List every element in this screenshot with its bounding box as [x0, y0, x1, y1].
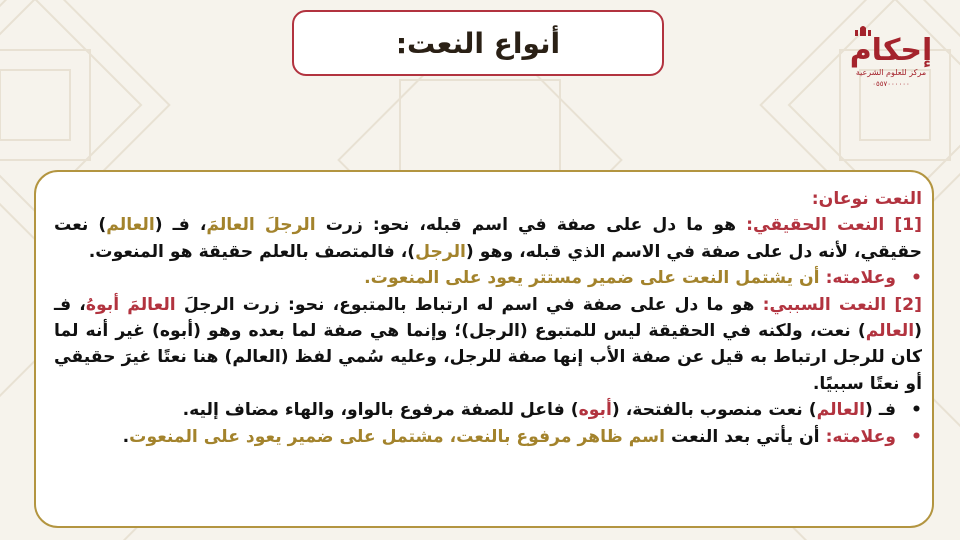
page-title: أنواع النعت: — [395, 26, 561, 60]
real-sign-label: وعلامته: — [825, 268, 896, 289]
bullet-icon: • — [911, 426, 922, 447]
real-text-4: )، فالمتصف بالعلم حقيقة هو المنعوت. — [88, 241, 416, 262]
real-sign-text: أن يشتمل النعت على ضمير مستتر يعود على المنعوت. — [364, 268, 826, 289]
causal-parse-example-2: أبوه — [578, 400, 612, 421]
real-text-3: ) نعت حقيقي، لأنه دل على صفة في الاسم الذي قبله، وهو ( — [54, 215, 922, 262]
title-box — [292, 10, 664, 76]
causal-parse-example-1: العالم — [816, 400, 866, 421]
causal-text-2: ، فـ ( — [54, 294, 922, 342]
causal-sign-text-1: أن يأتي بعد النعت — [664, 426, 826, 447]
bullet-icon: • — [911, 268, 922, 289]
logo — [842, 24, 940, 98]
causal-parse-text-3: ) فاعل للصفة مرفوع بالواو، والهاء مضاف إليه. — [182, 400, 579, 421]
causal-sign-text-2: . — [122, 426, 130, 447]
causal-sign-example: اسم ظاهر مرفوع بالنعت، مشتمل على ضمير يعود على المنعوت — [129, 426, 665, 447]
logo-subtitle: مركز للعلوم الشرعية — [855, 68, 927, 77]
causal-example-1: العالمَ أبوهُ — [85, 294, 176, 315]
causal-label: النعت السببي: — [762, 294, 887, 315]
real-example-1: الرجلَ العالمَ — [206, 215, 316, 236]
causal-parse-text-1: فـ ( — [865, 400, 896, 421]
logo-phone: ٠٥٥٧٠٠٠٠٠٠ — [872, 80, 910, 88]
causal-parse-text-2: ) نعت منصوب بالفتحة، ( — [611, 400, 817, 421]
real-label: النعت الحقيقي: — [746, 215, 885, 236]
real-adjective-paragraph — [54, 212, 922, 265]
causal-adjective-paragraph — [54, 292, 922, 398]
real-example-2: العالم — [106, 215, 155, 236]
bullet-icon: • — [911, 400, 922, 421]
heading-text: النعت نوعان: — [811, 189, 922, 209]
logo-word: إحكام — [849, 33, 933, 68]
section-heading — [54, 186, 922, 212]
real-sign-bullet — [54, 265, 922, 291]
causal-text-1: هو ما دل على صفة في اسم له ارتباط بالمتبوع، نحو: زرت الرجلَ — [175, 294, 763, 315]
causal-number: [2] — [894, 294, 922, 315]
real-number: [1] — [894, 215, 922, 236]
real-text-1: هو ما دل على صفة في اسم قبله، نحو: زرت — [315, 215, 747, 236]
causal-sign-label: وعلامته: — [825, 426, 896, 447]
real-example-3: الرجل — [415, 241, 466, 262]
causal-sign-bullet — [54, 424, 922, 450]
causal-text-3: ) نعت، ولكنه في الحقيقة ليس للمتبوع (الرجل)؛ وإنما هي صفة لما بعده وهو (أبوه) غير أنه لما كان للرجل ارتباط به قيل عن صفة الأب إنها صفة للرجل، وعليه سُمي لفظ (العالم) هنا نعتًا غيرَ حقيقي أو نعتًا سببيًا. — [54, 321, 922, 394]
causal-example-2: العالم — [865, 321, 915, 342]
lesson-content — [54, 186, 922, 450]
real-text-2: ، فـ ( — [154, 215, 207, 236]
causal-parse-bullet — [54, 397, 922, 423]
